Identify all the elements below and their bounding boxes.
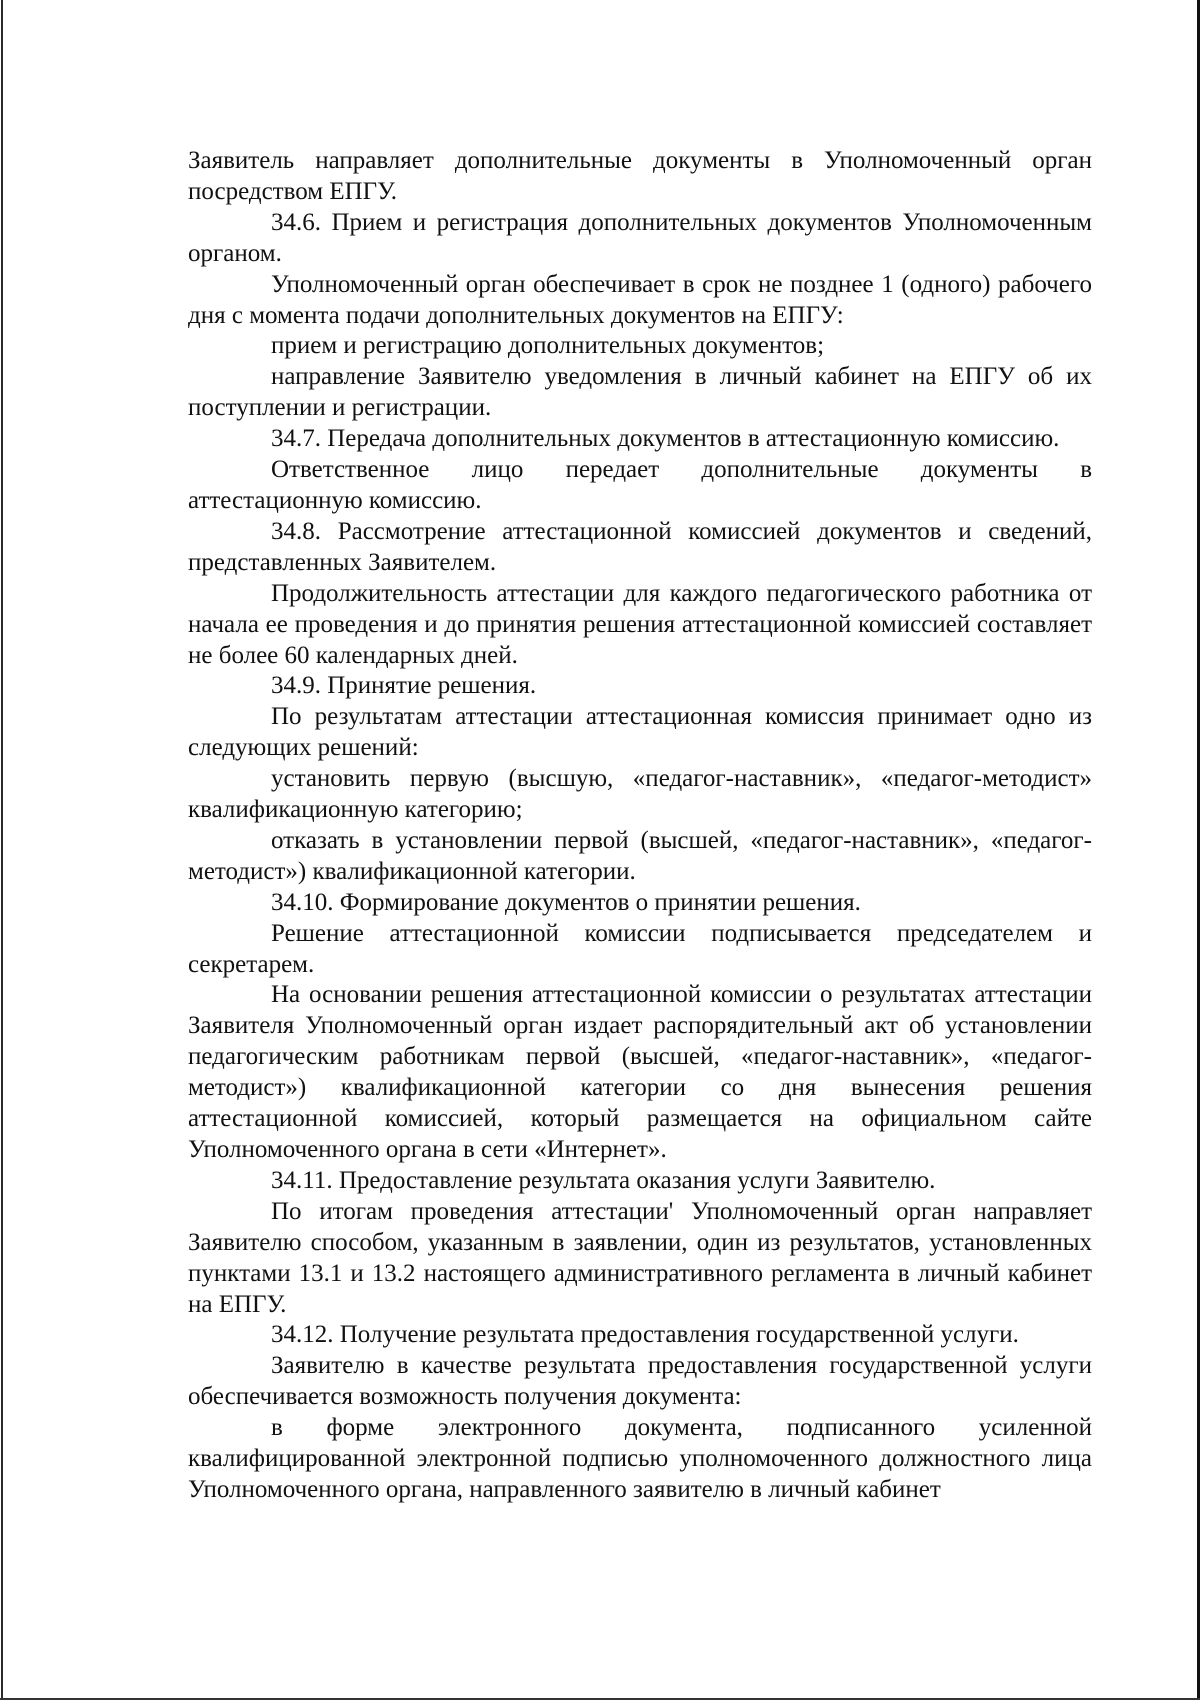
- scan-left-border: [1, 0, 3, 1700]
- list-item: установить первую (высшую, «педагог-наставник», «педагог-методист» квалификационную категорию;: [188, 765, 1092, 824]
- paragraph: в форме электронного документа, подписанного усиленной квалифицированной электронной подписью уполномоченного должностного лица Уполномоченного органа, направленного заявителю в личный кабинет: [188, 1414, 1092, 1503]
- paragraph: Продолжительность аттестации для каждого педагогического работника от начала ее проведения и до принятия решения аттестационной комиссией составляет не более 60 календарных дней.: [188, 579, 1092, 669]
- section-heading-34-12: 34.12. Получение результата предоставления государственной услуги.: [271, 1321, 1019, 1349]
- paragraph: Ответственное лицо передает дополнительные документы в аттестационную комиссию.: [188, 456, 1092, 514]
- list-item: отказать в установлении первой (высшей, «педагог-наставник», «педагог-методист») квалификационной категории.: [188, 826, 1092, 885]
- section-heading-34-9: 34.9. Принятие решения.: [271, 672, 537, 700]
- document-body: [188, 146, 1092, 1506]
- section-heading-34-8: 34.8. Рассмотрение аттестационной комиссией документов и сведений, представленных Заявителем.: [188, 517, 1092, 576]
- paragraph: Уполномоченный орган обеспечивает в срок не позднее 1 (одного) рабочего дня с момента подачи дополнительных документов на ЕПГУ:: [188, 270, 1092, 329]
- section-heading-34-11: 34.11. Предоставление результата оказания услуги Заявителю.: [271, 1166, 936, 1194]
- paragraph: Заявитель направляет дополнительные документы в Уполномоченный орган посредством ЕПГУ.: [188, 147, 1092, 205]
- paragraph: Заявителю в качестве результата предоставления государственной услуги обеспечивается возможность получения документа:: [188, 1352, 1092, 1411]
- section-heading-34-7: 34.7. Передача дополнительных документов в аттестационную комиссию.: [271, 425, 1060, 453]
- list-item: прием и регистрацию дополнительных документов;: [271, 332, 825, 360]
- paragraph: На основании решения аттестационной комиссии о результатах аттестации Заявителя Уполномоченный орган издает распорядительный акт об установлении педагогическим работникам первой (высшей, «педагог-наставник», «педагог-методист») квалификационной категории со дня вынесения решения аттестационной комиссией, который размещается на официальном сайте Уполномоченного органа в сети «Интернет».: [188, 981, 1092, 1163]
- section-heading-34-6: 34.6. Прием и регистрация дополнительных документов Уполномоченным органом.: [188, 208, 1092, 267]
- paragraph: По итогам проведения аттестации' Уполномоченный орган направляет Заявителю способом, указанным в заявлении, один из результатов, установленных пунктами 13.1 и 13.2 настоящего административного регламента в личный кабинет на ЕПГУ.: [188, 1197, 1092, 1318]
- section-heading-34-10: 34.10. Формирование документов о принятии решения.: [271, 888, 861, 916]
- paragraph: По результатам аттестации аттестационная комиссия принимает одно из следующих решений:: [188, 703, 1092, 762]
- list-item: направление Заявителю уведомления в личный кабинет на ЕПГУ об их поступлении и регистрации.: [188, 363, 1092, 422]
- paragraph: Решение аттестационной комиссии подписывается председателем и секретарем.: [188, 919, 1092, 978]
